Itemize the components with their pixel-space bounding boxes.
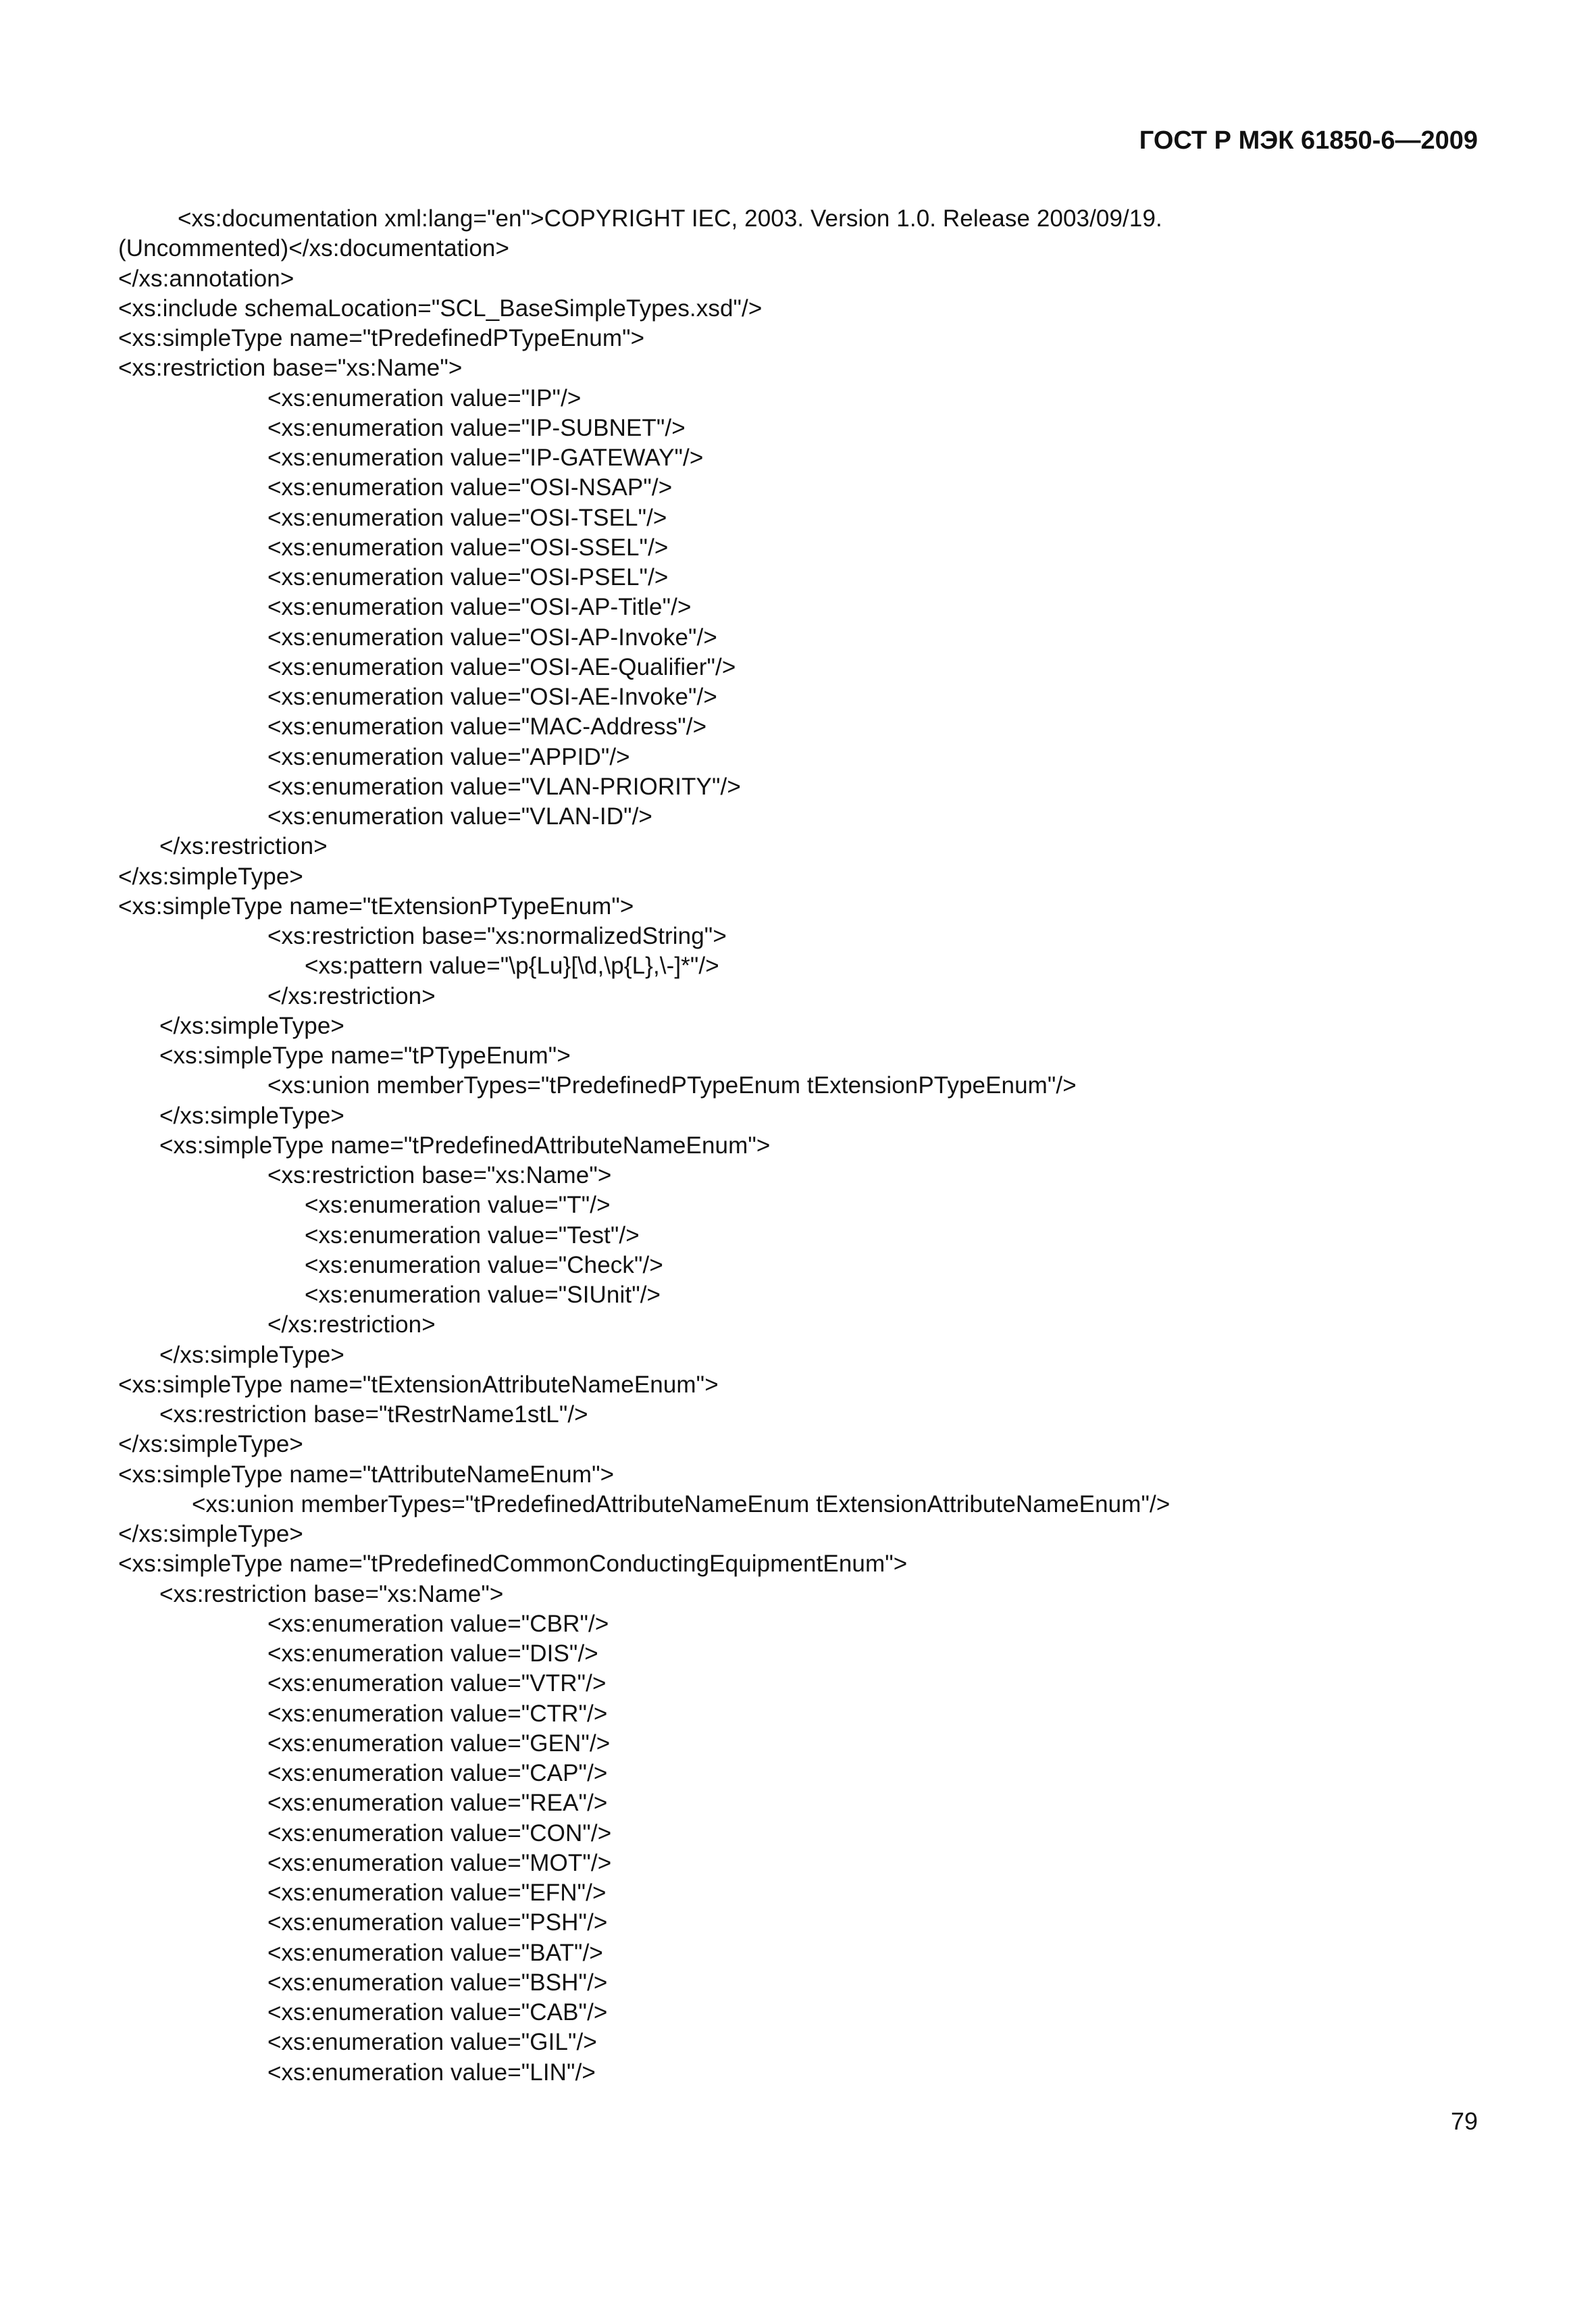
code-line: <xs:simpleType name="tExtensionPTypeEnum"> bbox=[118, 892, 634, 920]
code-line: <xs:enumeration value="CTR"/> bbox=[267, 1700, 608, 1727]
code-line: <xs:enumeration value="IP-SUBNET"/> bbox=[267, 414, 686, 441]
code-line: <xs:pattern value="\p{Lu}[\d,\p{L},\-]*"/> bbox=[305, 953, 719, 980]
code-line: <xs:documentation xml:lang="en">COPYRIGHT IEC, 2003. Version 1.0. Release 2003/09/19. bbox=[178, 205, 1162, 232]
code-line: <xs:enumeration value="MAC-Address"/> bbox=[267, 713, 707, 740]
code-line: <xs:restriction base="xs:normalizedString"> bbox=[267, 923, 727, 949]
code-line: <xs:simpleType name="tPredefinedCommonConductingEquipmentEnum"> bbox=[118, 1551, 908, 1578]
code-line: <xs:enumeration value="OSI-AE-Qualifier"/> bbox=[267, 653, 736, 680]
code-line: <xs:enumeration value="OSI-AP-Invoke"/> bbox=[267, 624, 717, 651]
code-line: <xs:enumeration value="Test"/> bbox=[305, 1222, 640, 1249]
code-line: </xs:restriction> bbox=[267, 982, 436, 1009]
code-line: <xs:enumeration value="IP"/> bbox=[267, 384, 582, 411]
xml-schema-listing bbox=[0, 204, 1596, 2088]
code-line: <xs:enumeration value="CAB"/> bbox=[267, 1999, 608, 2026]
code-line: <xs:enumeration value="OSI-SSEL"/> bbox=[267, 534, 669, 561]
code-line: <xs:enumeration value="PSH"/> bbox=[267, 1909, 608, 1936]
code-line: </xs:simpleType> bbox=[118, 1431, 303, 1458]
code-line: <xs:enumeration value="SIUnit"/> bbox=[305, 1282, 661, 1308]
code-line: <xs:simpleType name="tExtensionAttributeNameEnum"> bbox=[118, 1371, 719, 1398]
code-line: <xs:enumeration value="T"/> bbox=[305, 1192, 611, 1219]
code-line: <xs:enumeration value="DIS"/> bbox=[267, 1640, 598, 1667]
code-line: <xs:enumeration value="BSH"/> bbox=[267, 1969, 608, 1996]
code-line: <xs:enumeration value="OSI-AE-Invoke"/> bbox=[267, 684, 717, 710]
code-line: <xs:simpleType name="tAttributeNameEnum"> bbox=[118, 1461, 615, 1488]
code-line: </xs:simpleType> bbox=[159, 1102, 344, 1129]
code-line: </xs:simpleType> bbox=[118, 863, 303, 890]
code-line: <xs:enumeration value="VTR"/> bbox=[267, 1670, 607, 1697]
code-line: <xs:enumeration value="GEN"/> bbox=[267, 1730, 611, 1757]
code-line: <xs:enumeration value="MOT"/> bbox=[267, 1849, 612, 1876]
code-line: <xs:enumeration value="CON"/> bbox=[267, 1819, 612, 1846]
code-line: <xs:restriction base="xs:Name"> bbox=[267, 1162, 612, 1188]
page-number: 79 bbox=[1450, 2107, 1478, 2135]
code-line: <xs:enumeration value="APPID"/> bbox=[267, 743, 630, 770]
code-line: <xs:simpleType name="tPredefinedPTypeEnum"> bbox=[118, 325, 645, 351]
code-line: </xs:restriction> bbox=[159, 833, 328, 860]
code-line: </xs:simpleType> bbox=[159, 1341, 344, 1368]
code-line: <xs:enumeration value="OSI-NSAP"/> bbox=[267, 474, 673, 501]
code-line: <xs:enumeration value="BAT"/> bbox=[267, 1939, 603, 1966]
code-line: </xs:simpleType> bbox=[159, 1012, 344, 1039]
code-line: <xs:enumeration value="VLAN-PRIORITY"/> bbox=[267, 773, 741, 800]
code-line: <xs:enumeration value="IP-GATEWAY"/> bbox=[267, 445, 704, 471]
code-line: </xs:restriction> bbox=[267, 1311, 436, 1338]
code-line: <xs:enumeration value="Check"/> bbox=[305, 1251, 663, 1278]
code-line: <xs:enumeration value="VLAN-ID"/> bbox=[267, 803, 652, 830]
code-line: <xs:restriction base="tRestrName1stL"/> bbox=[159, 1401, 588, 1428]
code-line: <xs:enumeration value="CAP"/> bbox=[267, 1760, 608, 1786]
code-line: <xs:simpleType name="tPredefinedAttributeNameEnum"> bbox=[159, 1132, 771, 1159]
code-line: <xs:enumeration value="REA"/> bbox=[267, 1790, 608, 1817]
code-line: <xs:enumeration value="EFN"/> bbox=[267, 1880, 607, 1906]
code-line: <xs:union memberTypes="tPredefinedAttributeNameEnum tExtensionAttributeNameEnum"/> bbox=[192, 1490, 1170, 1517]
code-line: <xs:enumeration value="OSI-PSEL"/> bbox=[267, 564, 669, 590]
code-line: <xs:enumeration value="OSI-AP-Title"/> bbox=[267, 594, 692, 621]
code-line: <xs:include schemaLocation="SCL_BaseSimpleTypes.xsd"/> bbox=[118, 295, 763, 322]
code-line: </xs:simpleType> bbox=[118, 1521, 303, 1547]
code-line: <xs:union memberTypes="tPredefinedPTypeEnum tExtensionPTypeEnum"/> bbox=[267, 1072, 1077, 1099]
code-line: <xs:enumeration value="OSI-TSEL"/> bbox=[267, 504, 667, 531]
code-line: <xs:enumeration value="GIL"/> bbox=[267, 2029, 597, 2056]
code-line: <xs:enumeration value="CBR"/> bbox=[267, 1610, 609, 1637]
document-header: ГОСТ Р МЭК 61850-6—2009 bbox=[1139, 126, 1478, 155]
code-line: <xs:restriction base="xs:Name"> bbox=[118, 355, 463, 382]
code-line: <xs:simpleType name="tPTypeEnum"> bbox=[159, 1042, 571, 1069]
code-line: (Uncommented)</xs:documentation> bbox=[118, 235, 510, 262]
code-line: </xs:annotation> bbox=[118, 265, 294, 292]
code-line: <xs:restriction base="xs:Name"> bbox=[159, 1580, 504, 1607]
code-line: <xs:enumeration value="LIN"/> bbox=[267, 2059, 596, 2086]
